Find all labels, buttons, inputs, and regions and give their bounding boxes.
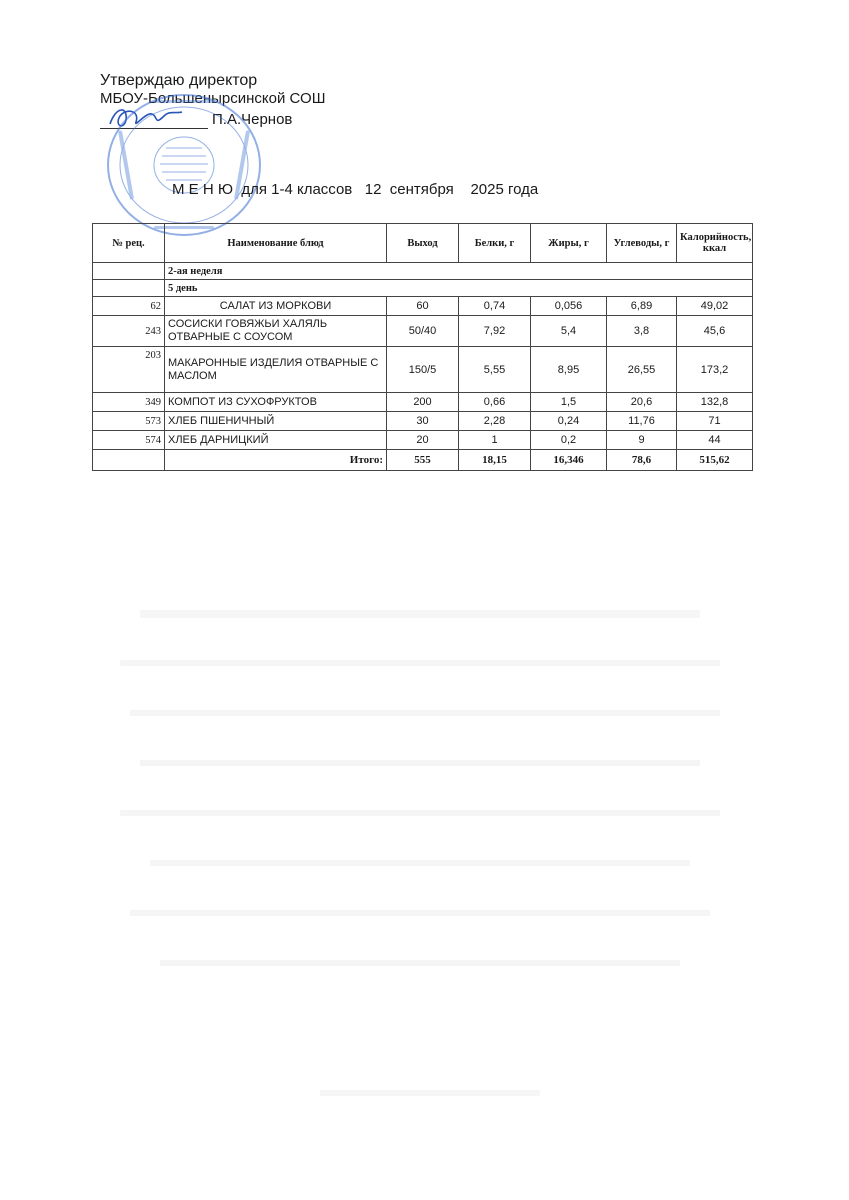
kcal-value: 71 xyxy=(677,412,753,431)
total-kcal: 515,62 xyxy=(677,450,753,471)
fat-value: 0,056 xyxy=(531,297,607,316)
dish-name: МАКАРОННЫЕ ИЗДЕЛИЯ ОТВАРНЫЕ С МАСЛОМ xyxy=(165,347,387,393)
approval-title: Утверждаю директор xyxy=(100,72,258,89)
header-recipe: № рец. xyxy=(93,224,165,263)
menu-title: М Е Н Ю для 1-4 классов 12 сентября 2025 года xyxy=(172,181,539,198)
header-kcal: Калорийность, ккал xyxy=(677,224,753,263)
kcal-value: 173,2 xyxy=(677,347,753,393)
week-row xyxy=(93,263,753,280)
yield-value: 50/40 xyxy=(387,316,459,347)
protein-value: 2,28 xyxy=(459,412,531,431)
protein-value: 7,92 xyxy=(459,316,531,347)
recipe-number: 349 xyxy=(93,393,165,412)
fat-value: 1,5 xyxy=(531,393,607,412)
total-carbs: 78,6 xyxy=(607,450,677,471)
total-row xyxy=(93,450,753,471)
header-yield: Выход xyxy=(387,224,459,263)
dish-name: КОМПОТ ИЗ СУХОФРУКТОВ xyxy=(165,393,387,412)
kcal-value: 45,6 xyxy=(677,316,753,347)
carbs-value: 6,89 xyxy=(607,297,677,316)
header-fat: Жиры, г xyxy=(531,224,607,263)
dish-name: СОСИСКИ ГОВЯЖЬИ ХАЛЯЛЬ ОТВАРНЫЕ С СОУСОМ xyxy=(165,316,387,347)
kcal-value: 49,02 xyxy=(677,297,753,316)
table-row xyxy=(93,393,753,412)
recipe-number: 243 xyxy=(93,316,165,347)
total-yield: 555 xyxy=(387,450,459,471)
recipe-number: 62 xyxy=(93,297,165,316)
table-row xyxy=(93,412,753,431)
director-name: П.А.Чернов xyxy=(212,111,293,128)
protein-value: 5,55 xyxy=(459,347,531,393)
protein-value: 1 xyxy=(459,431,531,450)
fat-value: 0,24 xyxy=(531,412,607,431)
carbs-value: 3,8 xyxy=(607,316,677,347)
total-fat: 16,346 xyxy=(531,450,607,471)
week-label: 2-ая неделя xyxy=(165,263,753,280)
yield-value: 200 xyxy=(387,393,459,412)
kcal-value: 132,8 xyxy=(677,393,753,412)
protein-value: 0,66 xyxy=(459,393,531,412)
protein-value: 0,74 xyxy=(459,297,531,316)
school-name: МБОУ-Большенырсинской СОШ xyxy=(100,90,326,107)
menu-table xyxy=(92,223,753,471)
dish-name: САЛАТ ИЗ МОРКОВИ xyxy=(165,297,387,316)
header-protein: Белки, г xyxy=(459,224,531,263)
recipe-number: 203 xyxy=(93,347,165,393)
fat-value: 8,95 xyxy=(531,347,607,393)
table-row xyxy=(93,347,753,393)
header-dish: Наименование блюд xyxy=(165,224,387,263)
day-label: 5 день xyxy=(165,280,753,297)
round-seal-icon xyxy=(104,90,264,240)
total-protein: 18,15 xyxy=(459,450,531,471)
day-row xyxy=(93,280,753,297)
fat-value: 5,4 xyxy=(531,316,607,347)
kcal-value: 44 xyxy=(677,431,753,450)
table-header-row xyxy=(93,224,753,263)
recipe-number: 573 xyxy=(93,412,165,431)
recipe-number: 574 xyxy=(93,431,165,450)
dish-name: ХЛЕБ ДАРНИЦКИЙ xyxy=(165,431,387,450)
scan-bleed-through xyxy=(120,570,740,1130)
carbs-value: 26,55 xyxy=(607,347,677,393)
table-row xyxy=(93,431,753,450)
table-row xyxy=(93,297,753,316)
carbs-value: 20,6 xyxy=(607,393,677,412)
carbs-value: 9 xyxy=(607,431,677,450)
total-label: Итого: xyxy=(165,450,387,471)
yield-value: 20 xyxy=(387,431,459,450)
header-carbs: Углеводы, г xyxy=(607,224,677,263)
table-row xyxy=(93,316,753,347)
yield-value: 30 xyxy=(387,412,459,431)
yield-value: 150/5 xyxy=(387,347,459,393)
carbs-value: 11,76 xyxy=(607,412,677,431)
dish-name: ХЛЕБ ПШЕНИЧНЫЙ xyxy=(165,412,387,431)
fat-value: 0,2 xyxy=(531,431,607,450)
yield-value: 60 xyxy=(387,297,459,316)
